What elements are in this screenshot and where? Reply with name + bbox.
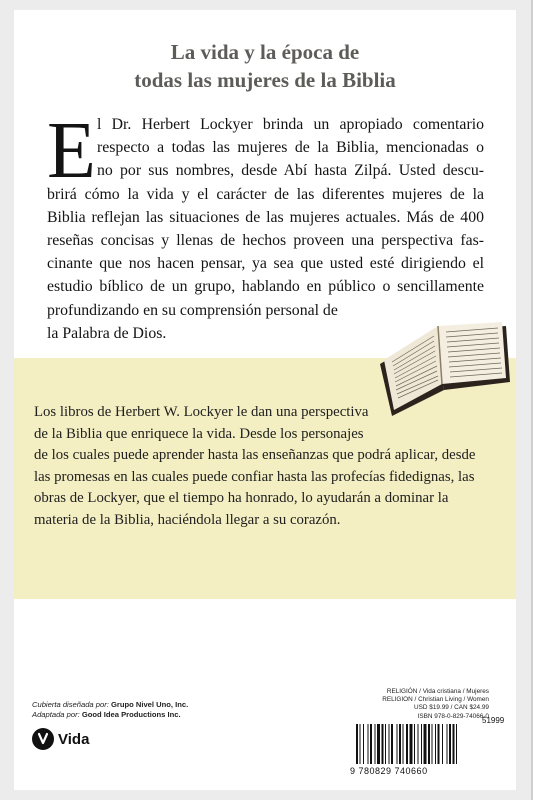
blurb-line: Biblia reflejan las situaciones de las mujeres actuales. Más de 400 [47, 208, 484, 226]
blurb-line: reseñas concisas y llenas de hechos proveen una perspectiva fas- [47, 231, 484, 249]
catalog-info [354, 688, 489, 721]
band-line: Los libros de Herbert W. Lockyer le dan una perspectiva [34, 404, 369, 420]
blurb-line: no por sus nombres, desde Abí hasta Zilpá. Usted descu- [97, 162, 484, 180]
blurb-line: la Palabra de Dios. [47, 324, 167, 342]
blurb-line: respecto a todas las mujeres de la Biblia, mencionadas o [97, 139, 484, 157]
author-paragraph [34, 402, 475, 532]
blurb-line: profundizando en su comprensión personal de [47, 301, 338, 319]
credits [32, 700, 188, 720]
title-line-2: todas las mujeres de la Biblia [134, 68, 396, 92]
blurb-line: estudio bíblico de un grupo, hablando en público o sencillamente [47, 278, 484, 296]
title-line-1: La vida y la época de [170, 40, 360, 64]
vida-logo-icon [32, 728, 54, 750]
publisher-logo [32, 728, 89, 750]
blurb-line: l Dr. Herbert Lockyer brinda un apropiado comentario [97, 116, 484, 133]
band-line: materia de la Biblia, haciéndola llegar a su corazón. [34, 511, 341, 528]
catalog-line: RELIGION / Christian Living / Women [382, 696, 489, 704]
blurb-paragraph [47, 107, 484, 345]
catalog-line: RELIGIÓN / Vida cristiana / Mujeres [386, 688, 489, 695]
blurb-line: brirá cómo la vida y el carácter de las diferentes mujeres de la [47, 185, 484, 203]
book-title [14, 38, 516, 94]
band-line: de los cuales puede aprender hasta las enseñanzas que podrá aplicar, desde [34, 447, 476, 464]
band-line: obras de Lockyer, que el tiempo ha honrado, lo ayudarán a dominar la [34, 490, 449, 507]
credit-value: Grupo Nivel Uno, Inc. [110, 700, 189, 709]
isbn-number: 9 780829 740660 [350, 766, 428, 776]
catalog-line: USD $19.99 / CAN $24.99 [414, 704, 489, 712]
band-line: las promesas en las cuales puede confiar hasta las profecías fidedignas, las [34, 468, 475, 485]
back-cover [14, 10, 516, 790]
credit-label: Adaptada por: [32, 710, 80, 719]
barcode-icon [354, 724, 516, 764]
publisher-name: Vida [58, 730, 90, 748]
drop-cap: E [47, 107, 96, 195]
price-code: 51999 [482, 716, 505, 725]
catalog-line: ISBN 978-0-829-74066-0 [417, 712, 489, 720]
credit-label: Cubierta diseñada por: [32, 700, 109, 709]
credit-value: Good Idea Productions Inc. [81, 710, 181, 719]
band-line: de la Biblia que enriquece la vida. Desde los personajes [34, 425, 364, 442]
blurb-line: cinante que nos hacen pensar, ya sea que usted esté dirigiendo el [47, 255, 484, 273]
